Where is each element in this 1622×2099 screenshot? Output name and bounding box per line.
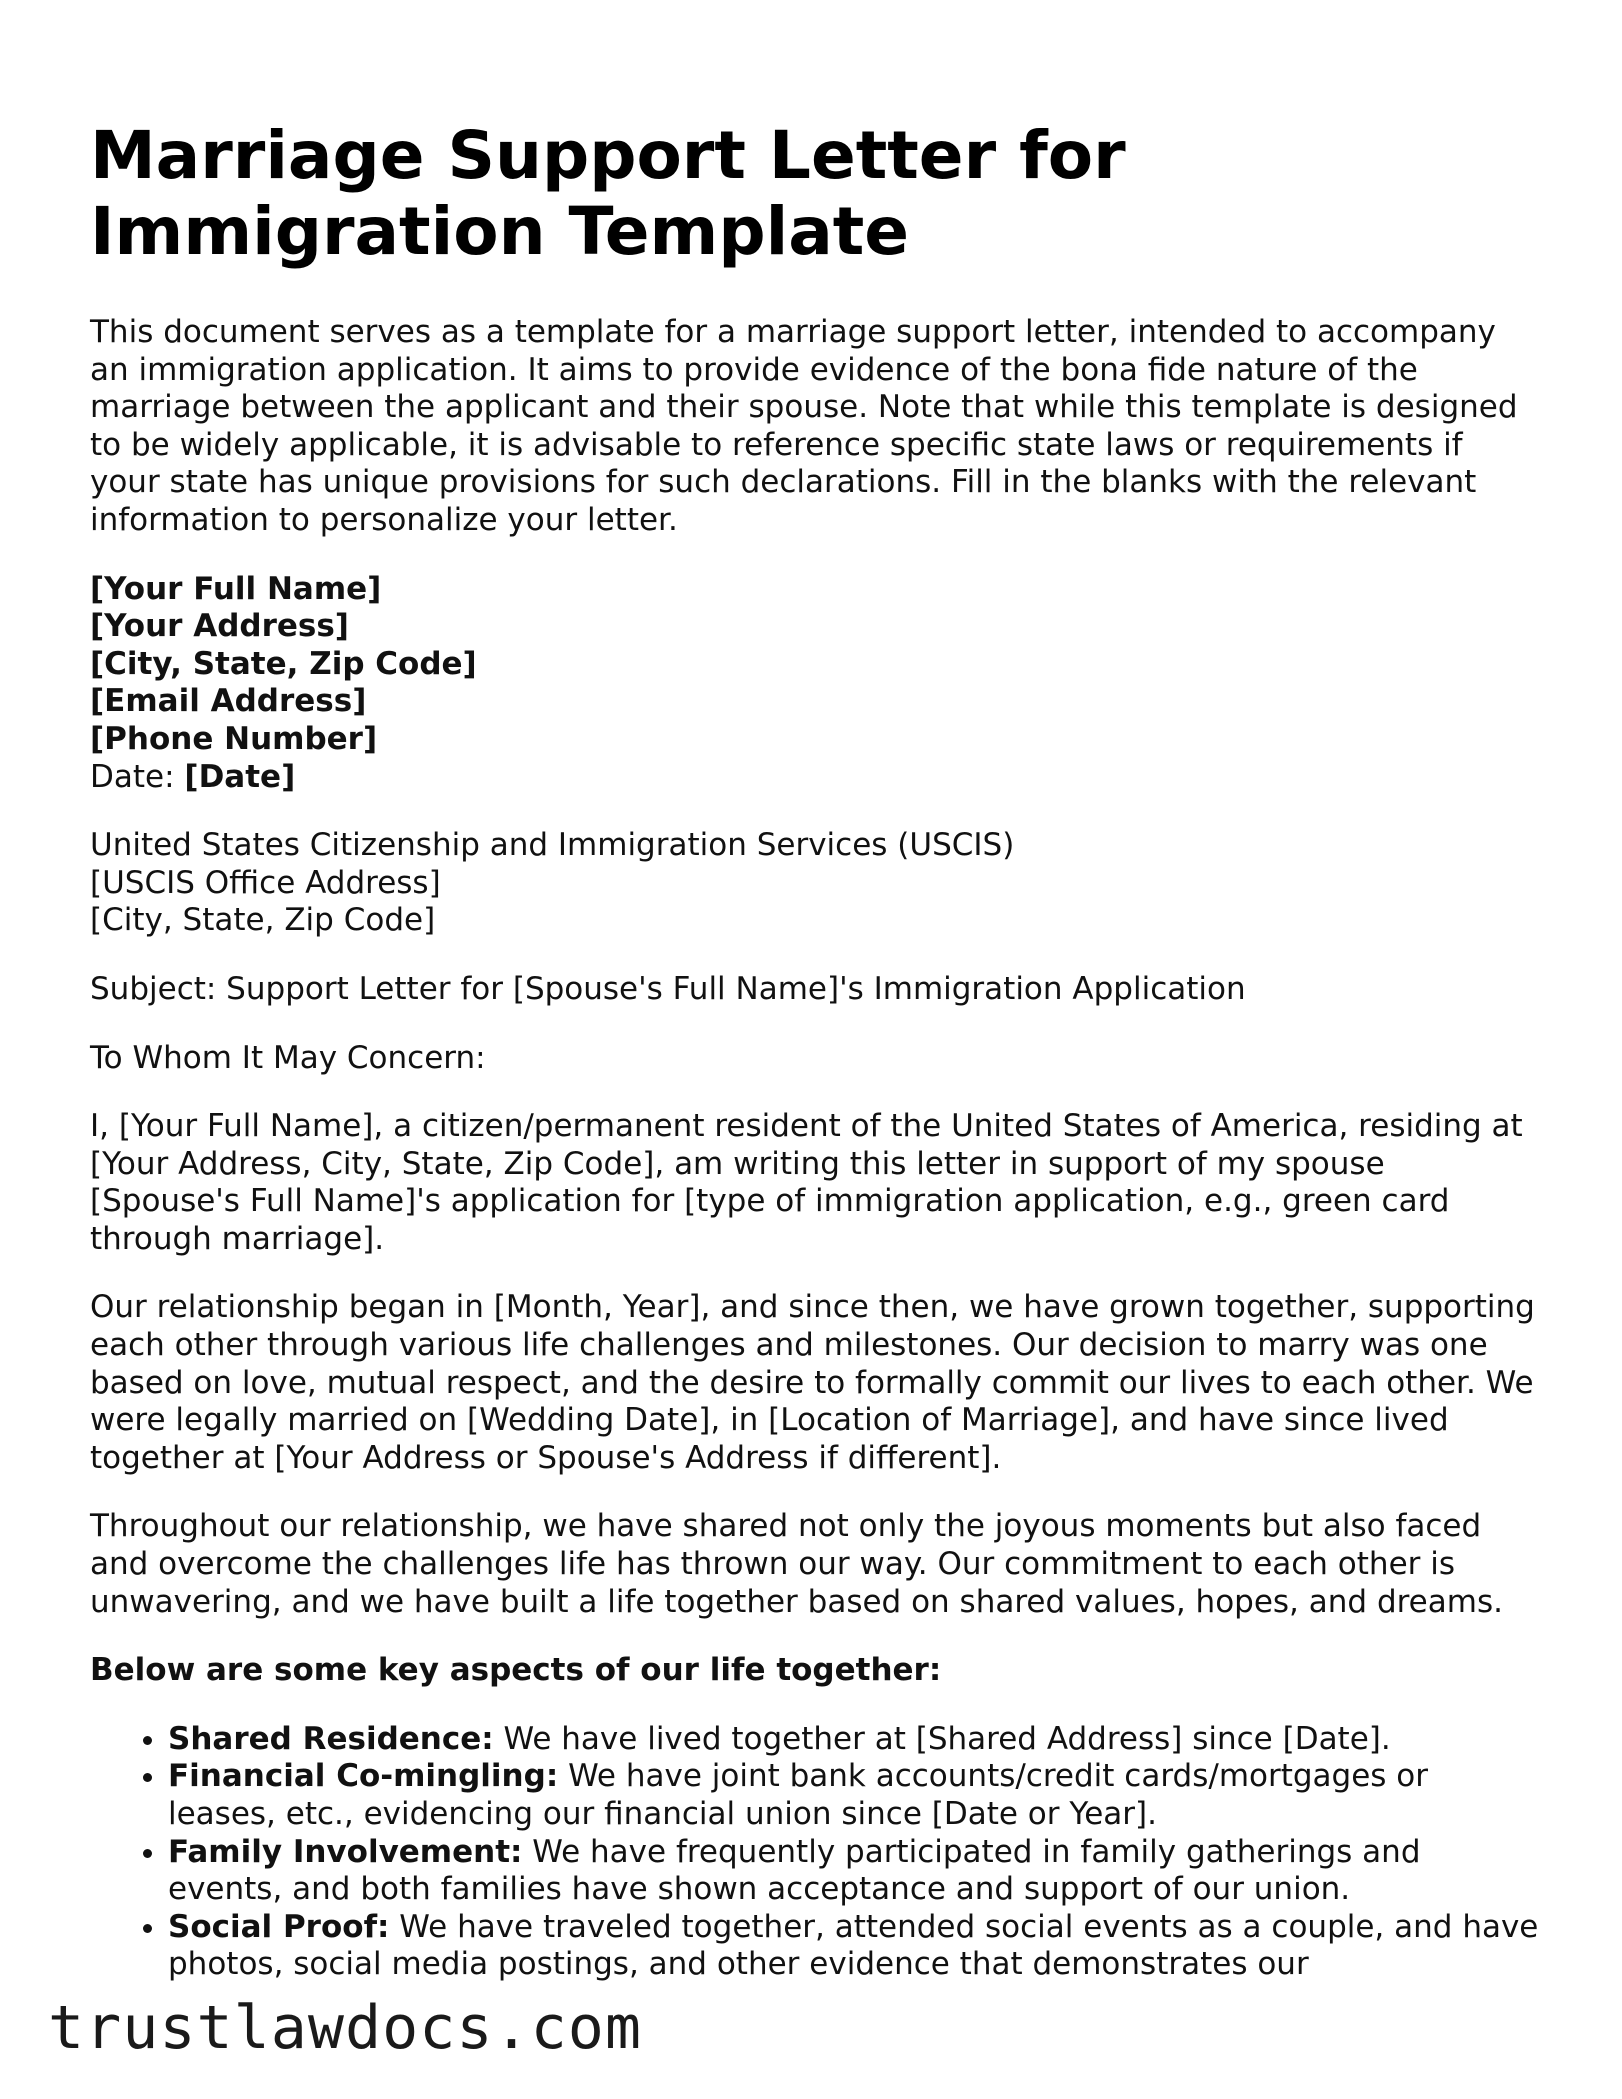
date-line [90,759,1540,797]
aspect-text: We have lived together at [Shared Address] since [Date]. [493,1720,1391,1757]
sender-city-state-zip: [City, State, Zip Code] [90,645,477,682]
aspect-label: Social Proof: [168,1908,390,1945]
aspect-label: Family Involvement: [168,1833,523,1870]
recipient-block [90,827,1540,940]
body-paragraph-3: Throughout our relationship, we have shared not only the joyous moments but also faced and overcome the challenges life has thrown our way. Our commitment to each other is unwavering, and we have built a life together based on shared values, hopes, and dreams. [90,1508,1503,1620]
body-paragraph-2: Our relationship began in [Month, Year], and since then, we have grown together, supporting each other through various life challenges and milestones. Our decision to marry was one based on love, mutual respect, and the desire to formally commit our lives to each other. We were legally married on [Wedding Date], in [Location of Marriage], and have since lived together at [Your Address or Spouse's Address if different]. [90,1289,1535,1476]
sender-address: [Your Address] [90,608,349,645]
body-paragraph-1: I, [Your Full Name], a citizen/permanent resident of the United States of America, residing at [Your Address, City, State, Zip Code], am writing this letter in support of my spouse [Spouse's Full Name]'s application for [type of immigration application, e.g., green card through marriage]. [90,1108,1523,1257]
page-title: Marriage Support Letter for Immigration Template [90,117,1126,270]
sender-name: [Your Full Name] [90,570,382,607]
list-item [168,1721,1540,1759]
recipient-city-state-zip: [City, State, Zip Code] [90,902,436,939]
recipient-office-address: [USCIS Office Address] [90,864,441,901]
aspect-text: We have traveled together, attended social events as a couple, and have photos, social media postings, and other evidence that demonstrates our [168,1908,1539,1983]
list-item [168,1909,1540,1984]
aspect-label: Shared Residence: [168,1720,494,1757]
sender-phone: [Phone Number] [90,720,378,757]
sender-block [90,571,1540,797]
sender-email: [Email Address] [90,683,367,720]
date-value: [Date] [184,758,296,795]
list-item [168,1834,1540,1909]
list-item [168,1758,1540,1833]
subject-line: Subject: Support Letter for [Spouse's Full Name]'s Immigration Application [90,970,1246,1007]
recipient-agency: United States Citizenship and Immigration Services (USCIS) [90,827,1015,864]
aspect-text: We have frequently participated in family gatherings and events, and both families have shown acceptance and support of our union. [168,1833,1421,1908]
aspects-heading: Below are some key aspects of our life together: [90,1652,942,1689]
watermark: trustlawdocs.com [48,1993,642,2063]
aspects-list [90,1721,1540,1984]
date-label: Date: [90,758,175,795]
salutation: To Whom It May Concern: [90,1039,486,1076]
aspect-label: Financial Co-mingling: [168,1758,559,1795]
document-page [90,118,1540,1984]
aspect-text: We have joint bank accounts/credit cards/mortgages or leases, etc., evidencing our financial union since [Date or Year]. [168,1758,1429,1832]
intro-paragraph: This document serves as a template for a marriage support letter, intended to accompany an immigration application. It aims to provide evidence of the bona fide nature of the marriage between the applicant and their spouse. Note that while this template is designed to be widely applicable, it is advisable to reference specific state laws or requirements if your state has unique provisions for such declarations. Fill in the blanks with the relevant information to personalize your letter. [90,314,1518,538]
